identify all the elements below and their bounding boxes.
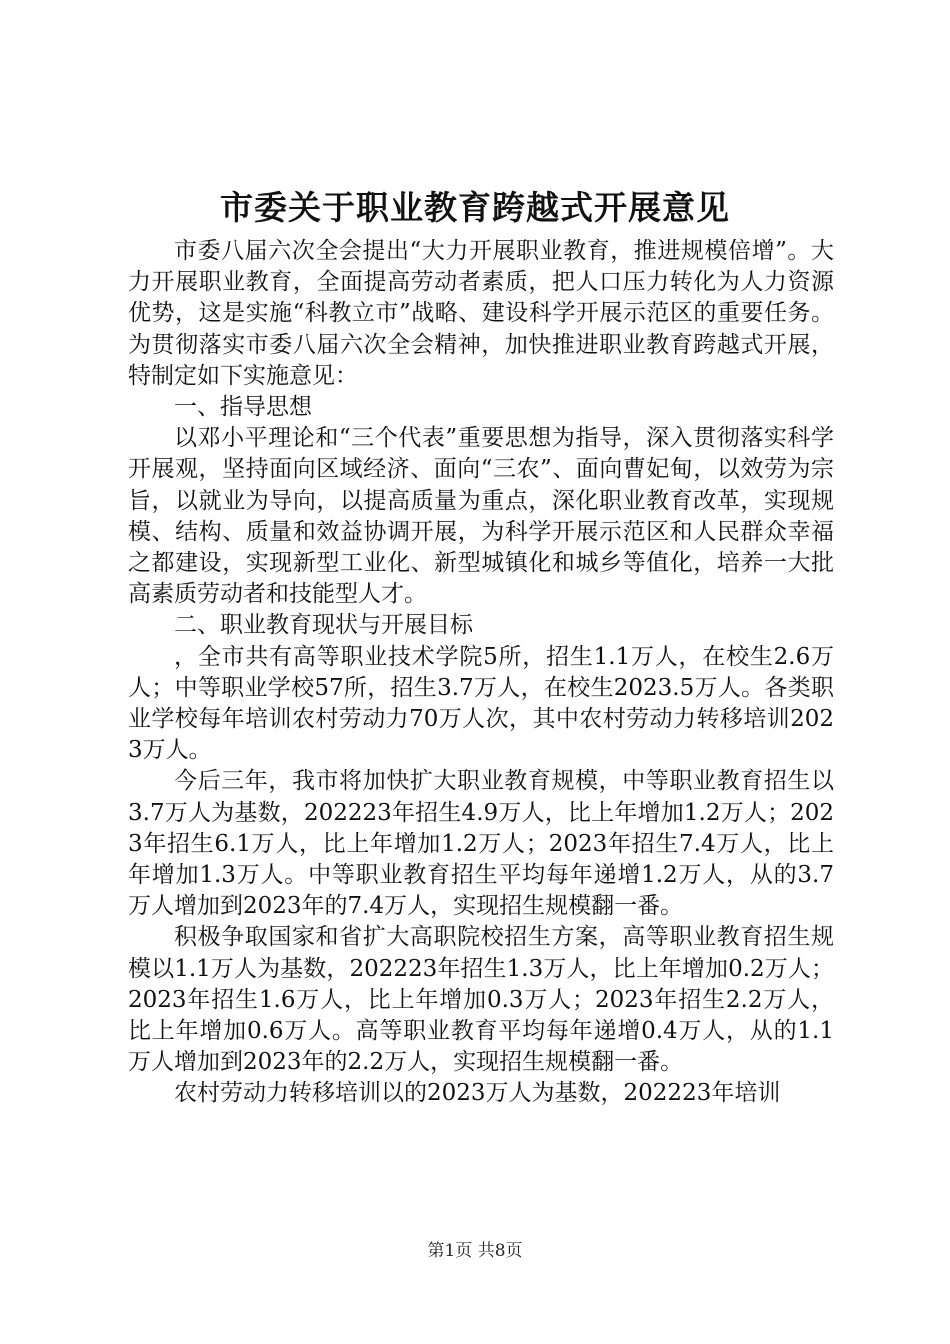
- secondary-vocational-goals-paragraph: 今后三年，我市将加快扩大职业教育规模，中等职业教育招生以3.7万人为基数，202223年招生4.9万人，比上年增加1.2万人；2023年招生6.1万人，比上年增加1.2万人；2023年招生7.4万人，比上年增加1.3万人。中等职业教育招生平均每年递增1.2万人，从的3.7万人增加到2023年的7.4万人，实现招生规模翻一番。: [128, 768, 834, 920]
- page-number-footer: 第1页 共8页: [427, 1241, 523, 1261]
- status-paragraph: ，全市共有高等职业技术学院5所，招生1.1万人，在校生2.6万人；中等职业学校57所，招生3.7万人，在校生2023.5万人。各类职业学校每年培训农村劳动力70万人次，其中农村劳动力转移培训2023万人。: [128, 643, 834, 764]
- intro-paragraph: 市委八届六次全会提出“大力开展职业教育，推进规模倍增”。大力开展职业教育，全面提高劳动者素质，把人口压力转化为人力资源优势，这是实施“科教立市”战略、建设科学开展示范区的重要任务。为贯彻落实市委八届六次全会精神，加快推进职业教育跨越式开展，特制定如下实施意见：: [128, 238, 834, 389]
- rural-training-paragraph: 农村劳动力转移培训以的2023万人为基数，202223年培训: [174, 1080, 781, 1107]
- document-title: 市委关于职业教育跨越式开展意见: [220, 188, 730, 227]
- guiding-ideology-paragraph: 以邓小平理论和“三个代表”重要思想为指导，深入贯彻落实科学开展观，坚持面向区域经济、面向“三农”、面向曹妃甸，以效劳为宗旨，以就业为导向，以提高质量为重点，深化职业教育改革，实现规模、结构、质量和效益协调开展，为科学开展示范区和人民群众幸福之都建设，实现新型工业化、新型城镇化和城乡等值化，培养一大批高素质劳动者和技能型人才。: [128, 425, 834, 608]
- higher-vocational-goals-paragraph: 积极争取国家和省扩大高职院校招生方案，高等职业教育招生规模以1.1万人为基数，202223年招生1.3万人，比上年增加0.2万人；2023年招生1.6万人，比上年增加0.3万人；2023年招生2.2万人，比上年增加0.6万人。高等职业教育平均每年递增0.4万人，从的1.1万人增加到2023年的2.2万人，实现招生规模翻一番。: [128, 924, 834, 1076]
- section-heading-guiding-ideology: 一、指导思想: [174, 394, 312, 421]
- document-body: [128, 236, 834, 1110]
- section-heading-status-and-goals: 二、职业教育现状与开展目标: [174, 612, 473, 639]
